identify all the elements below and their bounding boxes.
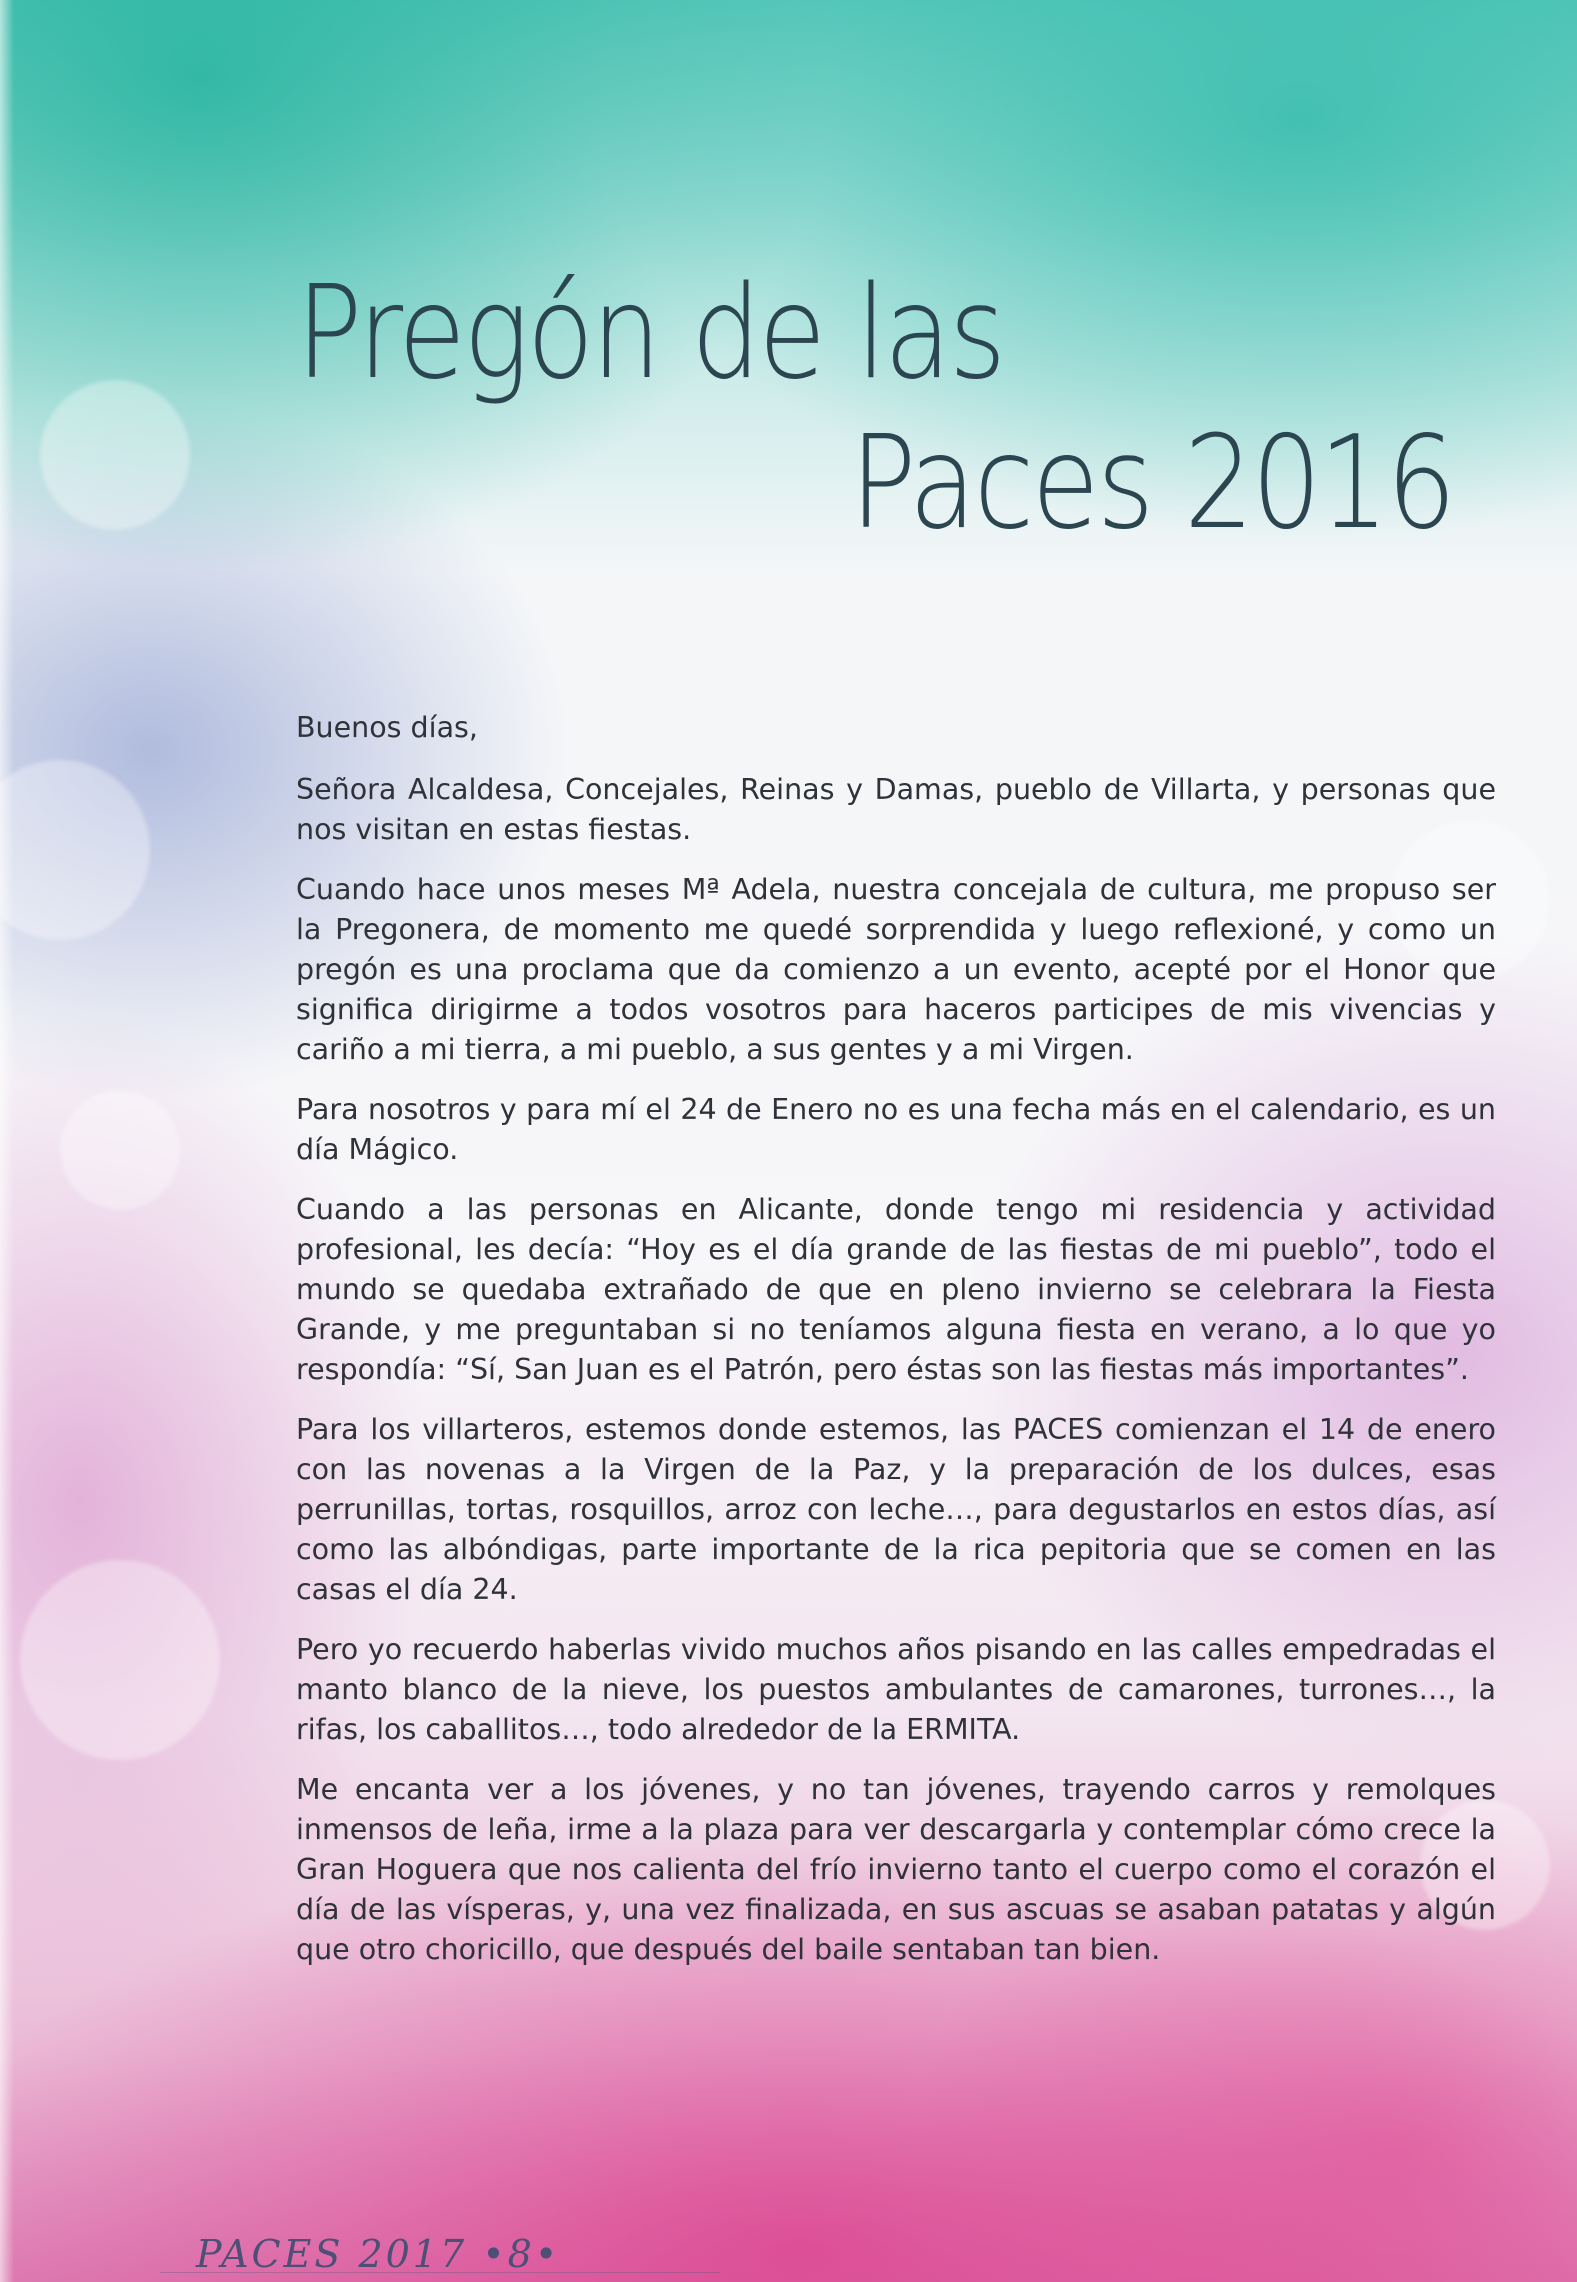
bokeh-light [60, 1090, 180, 1210]
page-footer-handwritten: PACES 2017 •8• [196, 2232, 561, 2276]
body-paragraph: Para los villarteros, estemos donde estemos, las PACES comienzan el 14 de enero con las novenas a la Virgen de la Paz, y la preparación de los dulces, esas perrunillas, tortas, rosquillos, arroz con leche…, para degustarlos en estos días, así como las albóndigas, parte importante de la rica pepitoria que se comen en las casas el día 24. [296, 1413, 1496, 1606]
body-paragraph: Cuando a las personas en Alicante, donde tengo mi residencia y actividad profesional, les decía: “Hoy es el día grande de las fiestas de mi pueblo”, todo el mundo se quedaba extrañado de que en pleno invierno se celebrara la Fiesta Grande, y me preguntaban si no teníamos alguna fiesta en verano, a lo que yo respondía: “Sí, San Juan es el Patrón, pero éstas son las fiestas más importantes”. [296, 1193, 1496, 1386]
page-title-line-2: Paces 2016 [850, 409, 1454, 558]
body-paragraph: Para nosotros y para mí el 24 de Enero no es una fecha más en el calendario, es un día Mágico. [296, 1093, 1496, 1166]
body-paragraph: Pero yo recuerdo haberlas vivido muchos años pisando en las calles empedradas el manto blanco de la nieve, los puestos ambulantes de camarones, turrones…, la rifas, los caballitos…, todo alrededor de la ERMITA. [296, 1633, 1496, 1746]
bokeh-light [20, 1560, 220, 1760]
page-title-line-1: Pregón de las [296, 259, 1004, 408]
greeting-paragraph: Buenos días, [296, 711, 478, 744]
body-paragraph: Me encanta ver a los jóvenes, y no tan jóvenes, trayendo carros y remolques inmensos de leña, irme a la plaza para ver descargarla y contemplar cómo crece la Gran Hoguera que nos calienta del frío invierno tanto el cuerpo como el corazón el día de las vísperas, y, una vez finalizada, en sus ascuas se asaban patatas y algún que otro choricillo, que después del baile sentaban tan bien. [296, 1773, 1496, 1966]
body-paragraph: Cuando hace unos meses Mª Adela, nuestra concejala de cultura, me propuso ser la Pregonera, de momento me quedé sorprendida y luego reflexioné, y como un pregón es una proclama que da comienzo a un evento, acepté por el Honor que significa dirigirme a todos vosotros para haceros participes de mis vivencias y cariño a mi tierra, a mi pueblo, a sus gentes y a mi Virgen. [296, 873, 1496, 1066]
article-body [296, 708, 1496, 1990]
page-spine-edge [0, 0, 14, 2282]
bokeh-light [40, 380, 190, 530]
salutation-paragraph: Señora Alcaldesa, Concejales, Reinas y Damas, pueblo de Villarta, y personas que nos visitan en estas fiestas. [296, 773, 1496, 846]
bokeh-light [0, 760, 150, 940]
